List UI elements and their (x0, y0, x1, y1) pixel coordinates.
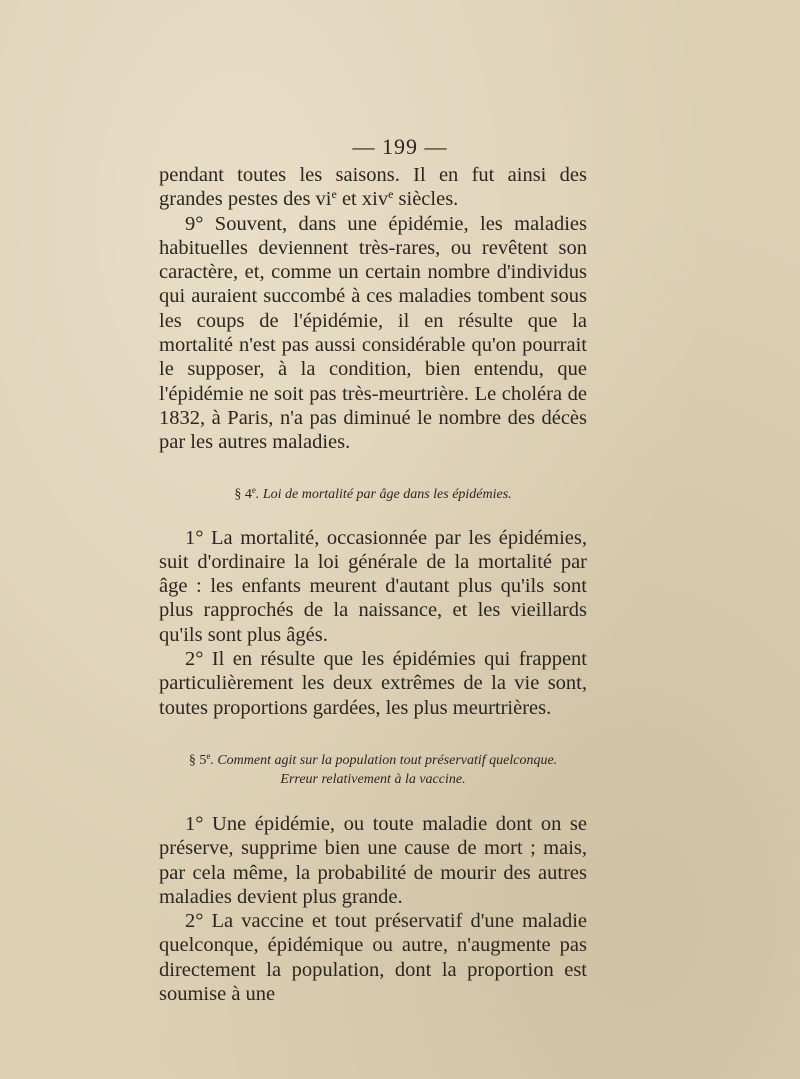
superscript: e (251, 484, 256, 495)
paragraph-text: pendant toutes les saisons. Il en fut ainsi des grandes pestes des vi (159, 164, 587, 211)
paragraph-text: siècles. (393, 188, 459, 211)
spacer (159, 720, 587, 751)
paragraph-point-2b: 2° La vaccine et tout préservatif d'une maladie quelconque, épidémique ou autre, n'augmente pas directement la population, dont la proportion est soumise à une (159, 910, 587, 1006)
spacer (159, 789, 587, 812)
paragraph-point-2: 2° Il en résulte que les épidémies qui frappent particulièrement les deux extrêmes de la vie sont, toutes proportions gardées, les plus meurtrières. (159, 648, 587, 719)
section-heading-4 (159, 485, 587, 504)
section-number: § 4 (234, 486, 252, 502)
paragraph-point-9: 9° Souvent, dans une épidémie, les maladies habituelles deviennent très-rares, ou revêtent son caractère, et, comme un certain nombre d'individus qui auraient succombé à ces maladies tombent sous les coups de l'épidémie, il en résulte que la mortalité n'est pas aussi considérable qu'on pourrait le supposer, à la condition, bien entendu, que l'épidémie ne soit pas très-meurtrière. Le choléra de 1832, à Paris, n'a pas diminué le nombre des décès par les autres maladies. (159, 212, 587, 454)
paragraph-text: et xiv (336, 188, 389, 211)
section-title: . Comment agit sur la population tout préservatif quelconque. (210, 752, 558, 768)
section-subtitle: Erreur relativement à la vaccine. (280, 771, 466, 787)
paragraph-point-1: 1° La mortalité, occasionnée par les épidémies, suit d'ordinaire la loi générale de la mortalité par âge : les enfants meurent d'autant plus qu'ils sont plus rapprochés de la naissance, et les vieillards qu'ils sont plus âgés. (159, 526, 587, 646)
section-heading-5 (159, 751, 587, 789)
page-number: — 199 — (352, 134, 448, 159)
paragraph-continuation (159, 163, 587, 212)
superscript: e (388, 187, 394, 202)
section-number: § 5 (188, 752, 207, 768)
spacer (159, 455, 587, 485)
text-block (159, 163, 587, 1006)
section-title: . Loi de mortalité par âge dans les épidémies. (255, 486, 512, 502)
superscript: e (206, 750, 211, 761)
superscript: e (331, 187, 337, 202)
paragraph-point-1b: 1° Une épidémie, ou toute maladie dont on se préserve, supprime bien une cause de mort ; mais, par cela même, la probabilité de mourir des autres maladies devient plus grande. (159, 812, 587, 908)
spacer (159, 504, 587, 526)
